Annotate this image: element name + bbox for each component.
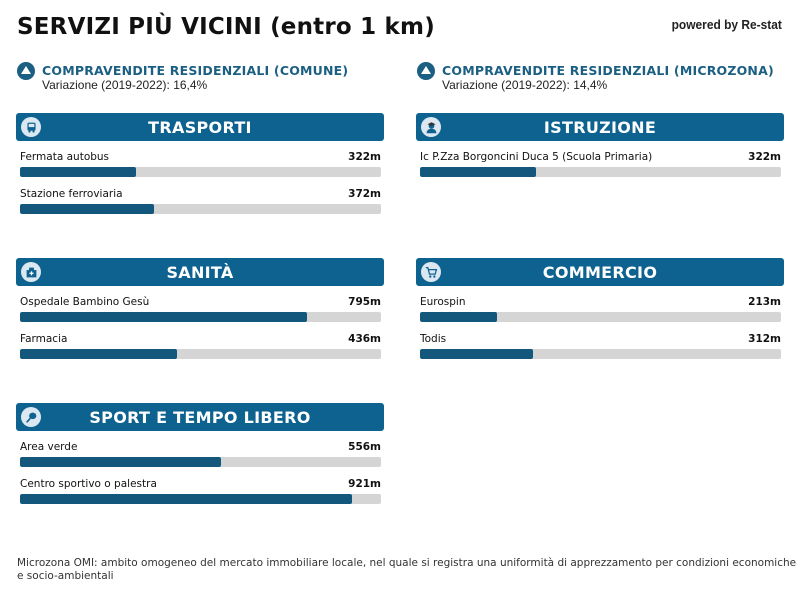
distance-bar-fill <box>20 457 221 467</box>
card-istruzione <box>416 113 784 181</box>
distance-bar-track <box>420 312 781 322</box>
service-row <box>416 289 784 326</box>
service-name: Farmacia <box>20 333 68 345</box>
card-header <box>16 403 384 431</box>
distance-bar-track <box>20 349 381 359</box>
service-distance: 436m <box>348 333 381 345</box>
service-row <box>16 471 384 508</box>
powered-by-label: powered by Re-stat <box>671 17 782 32</box>
service-row <box>16 144 384 181</box>
distance-bar-track <box>20 494 381 504</box>
distance-bar-fill <box>20 349 177 359</box>
service-distance: 312m <box>748 333 781 345</box>
card-commercio <box>416 258 784 363</box>
service-name: Area verde <box>20 441 78 453</box>
service-distance: 372m <box>348 188 381 200</box>
service-row <box>16 434 384 471</box>
trend-up-icon <box>417 62 435 80</box>
service-name: Stazione ferroviaria <box>20 188 123 200</box>
card-title: ISTRUZIONE <box>543 118 657 137</box>
service-row <box>16 289 384 326</box>
distance-bar-fill <box>20 494 352 504</box>
card-header <box>416 113 784 141</box>
distance-bar-track <box>420 167 781 177</box>
distance-bar-fill <box>20 204 154 214</box>
card-header <box>16 113 384 141</box>
service-distance: 322m <box>348 151 381 163</box>
distance-bar-track <box>20 167 381 177</box>
card-title: SPORT E TEMPO LIBERO <box>89 408 311 427</box>
card-sport <box>16 403 384 508</box>
card-header <box>416 258 784 286</box>
kpi-subtitle: Variazione (2019-2022): 16,4% <box>42 78 208 92</box>
distance-bar-track <box>20 457 381 467</box>
card-trasporti <box>16 113 384 218</box>
distance-bar-fill <box>20 312 307 322</box>
distance-bar-fill <box>420 167 536 177</box>
distance-bar-track <box>420 349 781 359</box>
trend-up-icon <box>17 62 35 80</box>
service-name: Ic P.Zza Borgoncini Duca 5 (Scuola Primaria) <box>420 151 653 163</box>
service-row <box>16 181 384 218</box>
distance-bar-track <box>20 204 381 214</box>
distance-bar-fill <box>420 312 497 322</box>
service-distance: 556m <box>348 441 381 453</box>
service-distance: 795m <box>348 296 381 308</box>
kpi-subtitle: Variazione (2019-2022): 14,4% <box>442 78 608 92</box>
footnote: Microzona OMI: ambito omogeneo del mercato immobiliare locale, nel quale si registra una uniformità di apprezzamento per condizioni economiche e socio-ambientali <box>17 557 797 582</box>
service-name: Centro sportivo o palestra <box>20 478 157 490</box>
service-distance: 921m <box>348 478 381 490</box>
kpi-title: COMPRAVENDITE RESIDENZIALI (COMUNE) <box>42 63 349 78</box>
service-name: Todis <box>420 333 447 345</box>
service-row <box>416 144 784 181</box>
page-title: SERVIZI PIÙ VICINI (entro 1 km) <box>17 14 435 40</box>
service-row <box>16 326 384 363</box>
service-name: Eurospin <box>420 296 466 308</box>
distance-bar-track <box>20 312 381 322</box>
service-distance: 322m <box>748 151 781 163</box>
card-title: COMMERCIO <box>542 263 658 282</box>
card-title: TRASPORTI <box>148 118 252 137</box>
distance-bar-fill <box>420 349 533 359</box>
service-name: Fermata autobus <box>20 151 110 163</box>
service-name: Ospedale Bambino Gesù <box>20 296 150 308</box>
card-sanita <box>16 258 384 363</box>
service-distance: 213m <box>748 296 781 308</box>
service-row <box>416 326 784 363</box>
card-header <box>16 258 384 286</box>
card-title: SANITÀ <box>166 263 234 282</box>
distance-bar-fill <box>20 167 136 177</box>
kpi-title: COMPRAVENDITE RESIDENZIALI (MICROZONA) <box>442 63 774 78</box>
